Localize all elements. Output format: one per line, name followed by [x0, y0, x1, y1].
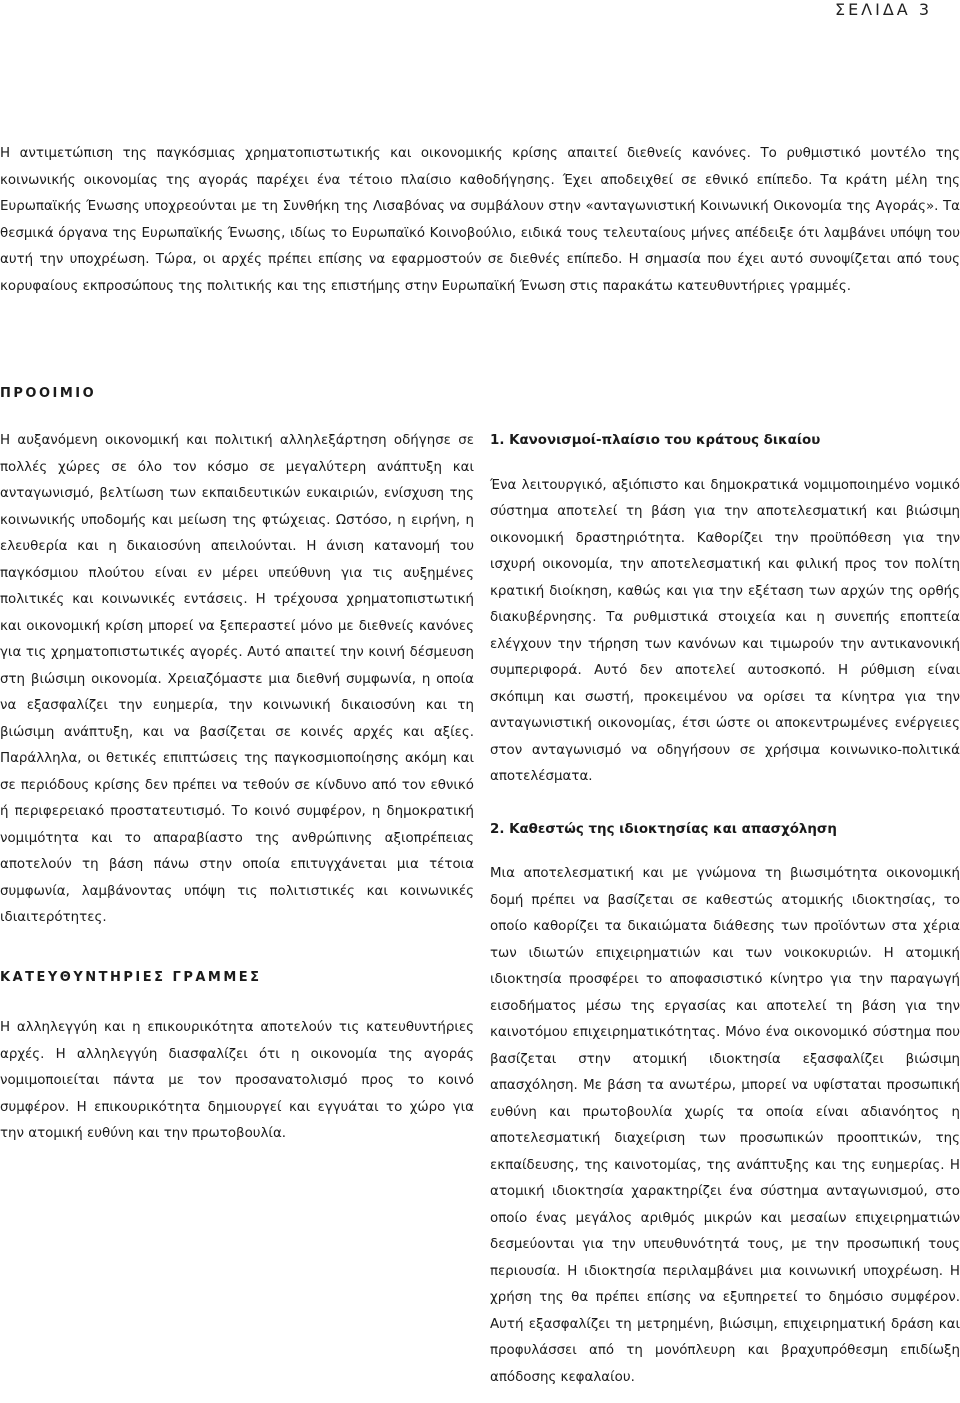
left-column	[0, 428, 474, 1148]
section-1-paragraph: Ένα λειτουργικό, αξιόπιστο και δημοκρατικά νομιμοποιημένο νομικό σύστημα αποτελεί τη βάση για την αποτελεσματική και βιώσιμη οικονομική δραστηριότητα. Καθορίζει την προϋπόθεση για την ισχυρή οικονομία, την αποτελεσματική και φιλική προς τον πολίτη κρατική διοίκηση, καθώς και για την εξέταση των αρχών της ορθής διακυβέρνησης. Τα ρυθμιστικά στοιχεία και η συνεπής εποπτεία ελέγχουν την τήρηση των κανόνων και τιμωρούν την αντικανονική συμπεριφορά. Αυτό δεν αποτελεί αυτοσκοπό. Η ρύθμιση είναι σκόπιμη και σωστή, προκειμένου να ορίσει τα κίνητρα για την ανταγωνιστική οικονομίας, έτσι ώστε οι αποκεντρωμένες ενέργειες στον ανταγωνισμό να οδηγήσουν σε χρήσιμα κοινωνικο-πολιτικά αποτελέσματα.	[490, 477, 960, 784]
guidelines-heading: ΚΑΤΕΥΘΥΝΤΗΡΙΕΣ ΓΡΑΜΜΕΣ	[0, 969, 262, 985]
section-2-title: 2. Καθεστώς της ιδιοκτησίας και απασχόληση	[490, 821, 837, 837]
page-label: ΣΕΛΙΔΑ 3	[834, 0, 932, 19]
section-1-title: 1. Κανονισμοί-πλαίσιο του κράτους δικαίου	[490, 433, 821, 448]
intro-paragraph: Η αντιμετώπιση της παγκόσμιας χρηματοπιστωτικής και οικονομικής κρίσης απαιτεί διεθνείς κανόνες. Το ρυθμιστικό μοντέλο της κοινωνικής οικονομίας της αγοράς παρέχει ένα τέτοιο πλαίσιο καθοδήγησης. Έχει αποδειχθεί σε εθνικό επίπεδο. Τα κράτη μέλη της Ευρωπαϊκής Ένωσης υποχρεούνται με τη Συνθήκη της Λισαβόνας να συμβάλουν στην «ανταγωνιστική Κοινωνική Οικονομία της Αγοράς». Τα θεσμικά όργανα της Ευρωπαϊκής Ένωσης, ιδίως το Ευρωπαϊκό Κοινοβούλιο, ειδικά τους τελευταίους μήνες απέδειξε ότι λαμβάνει υπόψη του αυτή την υποχρέωση. Τώρα, οι αρχές πρέπει επίσης να εφαρμοστούν σε διεθνές επίπεδο. Η σημασία που έχει αυτό συνοψίζεται από τους κορυφαίους εκπροσώπους της πολιτικής και της επιστήμης στην Ευρωπαϊκή Ένωση στις παρακάτω κατευθυντήριες γραμμές.	[0, 146, 960, 294]
right-column	[490, 428, 960, 1391]
prooimio-paragraph: Η αυξανόμενη οικονομική και πολιτική αλληλεξάρτηση οδήγησε σε πολλές χώρες σε όλο τον κόσμο σε μεγαλύτερη ανάπτυξη και ανταγωνισμό, βελτίωση των εκπαιδευτικών ευκαιριών, ενίσχυση της κοινωνικής υποδομής και μείωση της φτώχειας. Ωστόσο, η ειρήνη, η ελευθερία και η δικαιοσύνη απειλούνται. Η άνιση κατανομή του παγκόσμιου πλούτου είναι εν μέρει υπεύθυνη για τις αυξημένες πολιτικές και κοινωνικές εντάσεις. Η τρέχουσα χρηματοπιστωτική και οικονομική κρίση μπορεί να ξεπεραστεί μόνο με διεθνείς κανόνες για τις χρηματοπιστωτικές αγορές. Αυτό απαιτεί την κοινή δέσμευση στη βιώσιμη οικονομία. Χρειαζόμαστε μια διεθνή συμφωνία, η οποία να εξασφαλίζει την ευημερία, την κοινωνική δικαιοσύνη και τη βιώσιμη ανάπτυξη, και να βασίζεται σε κοινές αρχές και αξίες. Παράλληλα, οι θετικές επιπτώσεις της παγκοσμιοποίησης ακόμη και σε περιόδους κρίσης δεν πρέπει να τεθούν σε κίνδυνο από τον εθνικό ή περιφερειακό προστατευτισμό. Το κοινό συμφέρον, η δημοκρατική νομιμότητα και το απαραβίαστο της ανθρώπινης αξιοπρέπειας αποτελούν τη βάση πάνω στην οποία επιτυγχάνεται μια τέτοια συμφωνία, λαμβάνοντας υπόψη τις πολιτιστικές και κοινωνικές ιδιαιτερότητες.	[0, 433, 474, 925]
section-2-paragraph: Μια αποτελεσματική και με γνώμονα τη βιωσιμότητα οικονομική δομή πρέπει να βασίζεται σε καθεστώς ατομικής ιδιοκτησίας, το οποίο καθορίζει τα δικαιώματα διάθεσης των προϊόντων στα χέρια των ιδιωτών επιχειρηματιών και των νοικοκυριών. Η ατομική ιδιοκτησία προσφέρει το αποφασιστικό κίνητρο για την παραγωγή εισοδήματος μέσω της εργασίας και αποτελεί τη βάση για την καινοτόμου επιχειρηματικότητας. Μόνο ένα οικονομικό σύστημα που βασίζεται στην ατομική ιδιοκτησία εξασφαλίζει βιώσιμη απασχόληση. Με βάση τα ανωτέρω, μπορεί να υφίσταται προσωπική ευθύνη και πρωτοβουλία χωρίς τα οποία είναι αδιανόητος η αποτελεσματική διαχείριση των προσωπικών προοπτικών, της εκπαίδευσης, της καινοτομίας, της ανάπτυξης και της ευημερίας. Η ατομική ιδιοκτησία χαρακτηρίζει ένα σύστημα ανταγωνισμού, στο οποίο ένας μεγάλος αριθμός μικρών και μεσαίων επιχειρηματιών δεσμεύονται για την υπευθυνότητά τους, με την προσωπική τους περιουσία. Η ιδιοκτησία περιλαμβάνει μια κοινωνική υποχρέωση. Η χρήση της θα πρέπει επίσης να εξυπηρετεί το δημόσιο συμφέρον. Αυτή εξασφαλίζει τη μετρημένη, βιώσιμη, επιχειρηματική δράση και προφυλάσσει από τη μονόπλευρη και βραχυπρόθεσμη επιδίωξη απόδοσης κεφαλαίου.	[490, 866, 960, 1385]
prooimio-heading: ΠΡΟΟΙΜΙΟ	[0, 386, 97, 401]
guidelines-paragraph: Η αλληλεγγύη και η επικουρικότητα αποτελούν τις κατευθυντήριες αρχές. Η αλληλεγγύη διασφαλίζει ότι η οικονομία της αγοράς νομιμοποιείται πάντα με τον προσανατολισμό προς το κοινό συμφέρον. Η επικουρικότητα δημιουργεί και εγγυάται το χώρο για την ατομική ευθύνη και την πρωτοβουλία.	[0, 1020, 474, 1141]
